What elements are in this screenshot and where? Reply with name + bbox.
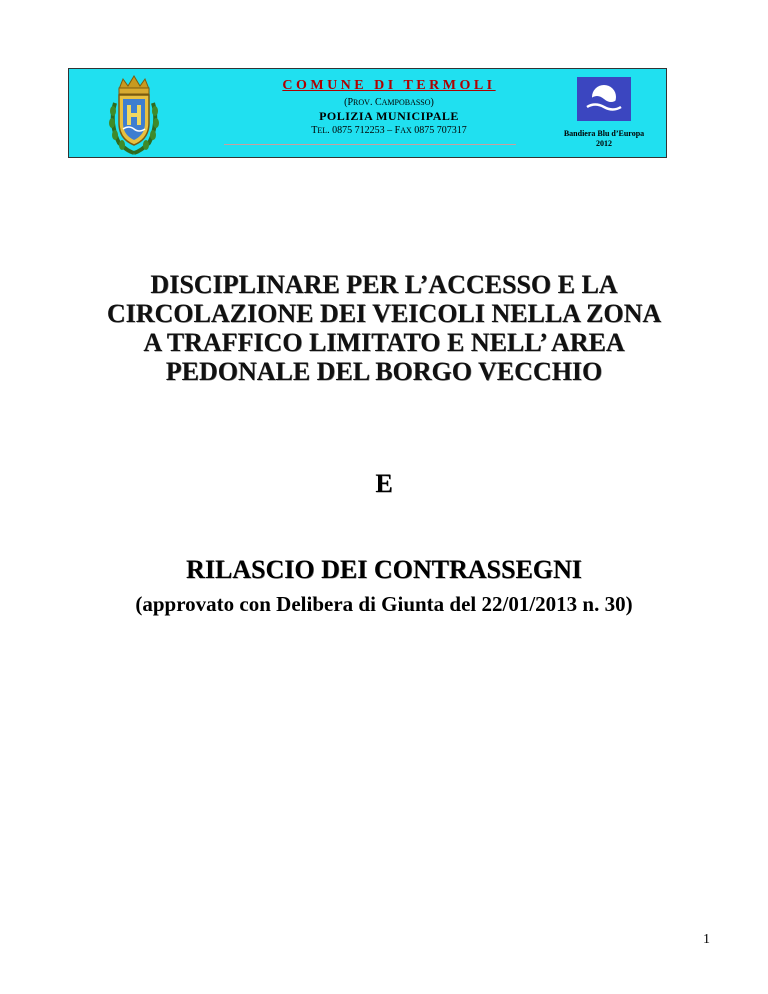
title-line-3: A TRAFFICO LIMITATO E NELL’ AREA [143, 328, 625, 357]
contact-line [229, 124, 549, 137]
contact-divider [224, 144, 516, 145]
province-suffix: ) [430, 97, 434, 108]
fax-number: 0875 707317 [411, 125, 467, 136]
title-line-4: PEDONALE DEL BORGO VECCHIO [165, 357, 603, 386]
document-title [40, 270, 728, 386]
title-line-1: DISCIPLINARE PER L’ACCESSO E LA [150, 270, 618, 299]
document-subtitle: RILASCIO DEI CONTRASSEGNI [186, 555, 582, 584]
blue-flag-logo-icon [577, 77, 631, 121]
city-crest-icon [107, 73, 161, 155]
flag-caption-title: Bandiera Blu d’Europa [563, 129, 645, 138]
fax-smallcaps: AX [400, 126, 412, 135]
letterhead-text [229, 77, 549, 137]
approval-note: (approvato con Delibera di Giunta del 22/01/2013 n. 30) [135, 592, 633, 616]
conjunction: E [375, 469, 393, 498]
province-separator: . C [369, 97, 382, 108]
tel-number: . 0875 712253 – [327, 125, 395, 136]
flag-caption-year: 2012 [596, 139, 612, 148]
province-smallcaps-1: ROV [353, 98, 370, 107]
municipality-name: COMUNE DI TERMOLI [282, 78, 496, 93]
department-name: POLIZIA MUNICIPALE [319, 109, 459, 123]
province-smallcaps-2: AMPOBASSO [381, 98, 431, 107]
province-line [229, 96, 549, 109]
fax-initial: F [394, 125, 401, 136]
title-line-2: CIRCOLAZIONE DEI VEICOLI NELLA ZONA [106, 299, 662, 328]
page-number: 1 [703, 932, 710, 947]
flag-caption [549, 129, 659, 149]
tel-initial: T [311, 125, 318, 136]
letterhead-box [68, 68, 667, 158]
tel-smallcaps: EL [317, 126, 328, 135]
province-prefix: (P [344, 97, 354, 108]
